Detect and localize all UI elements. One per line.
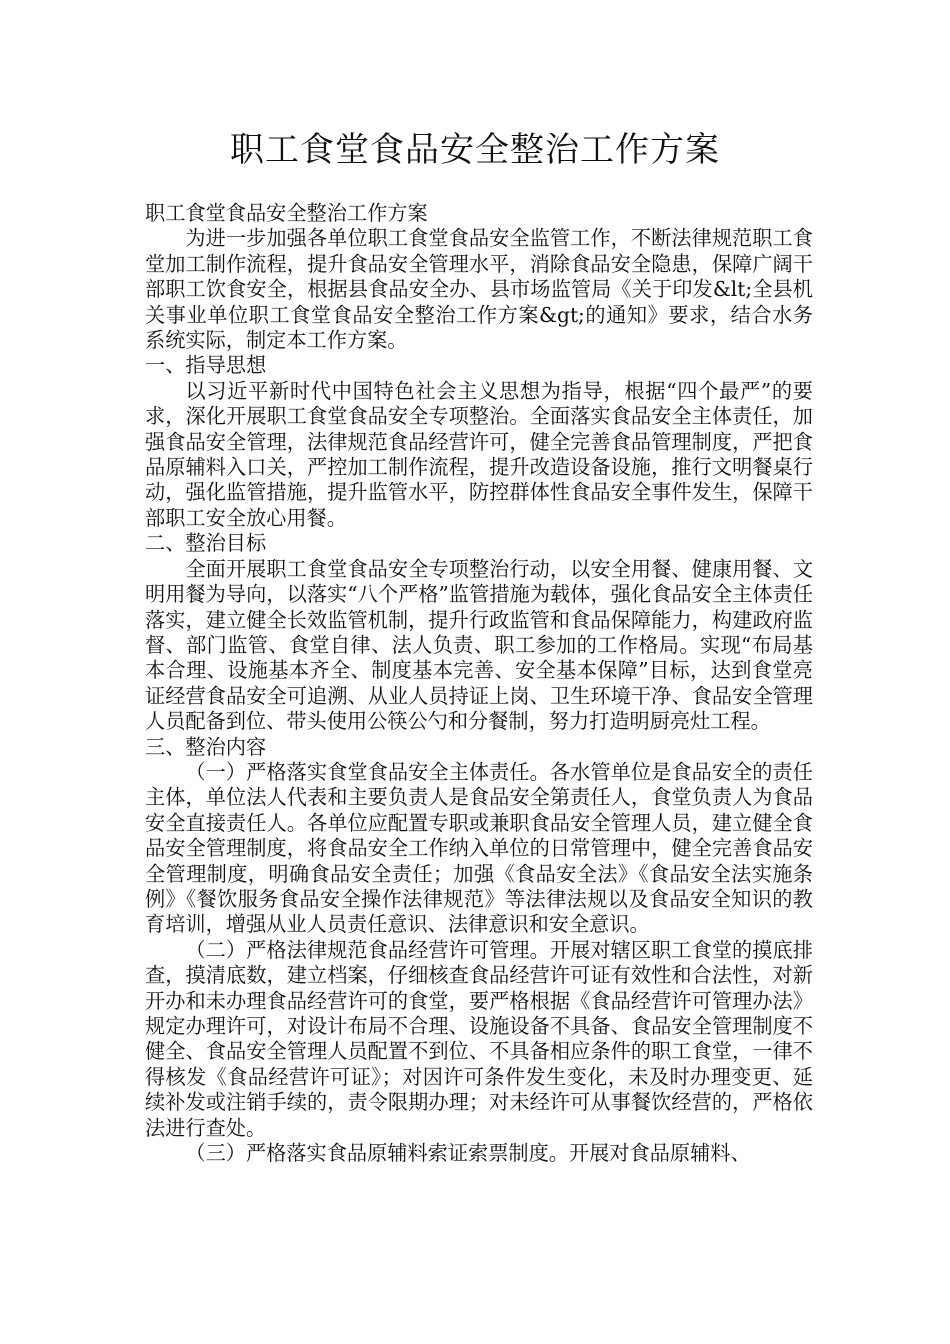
section-heading-guiding-ideology: 一、指导思想	[145, 353, 267, 378]
section-heading-goals: 二、整治目标	[145, 531, 267, 556]
content-item-1: （一）严格落实食堂食品安全主体责任。各水管单位是食品安全的责任主体，单位法人代表和主要负责人是食品安全第责任人，食堂负责人为食品安全直接责任人。各单位应配置专职或兼职食品安全管理人员，建立健全食品安全管理制度，将食品安全工作纳入单位的日常管理中，健全完善食品安全管理制度，明确食品安全责任；加强《食品安全法》《食品安全法实施条例》《餐饮服务食品安全操作法律规范》等法律法规以及食品安全知识的教育培训，增强从业人员责任意识、法律意识和安全意识。	[145, 759, 813, 937]
section-paragraph-goals: 全面开展职工食堂食品安全专项整治行动，以安全用餐、健康用餐、文明用餐为导向，以落实“八个严格”监管措施为载体，强化食品安全主体责任落实，建立健全长效监管机制，提升行政监管和食品保障能力，构建政府监督、部门监管、食堂自律、法人负责、职工参加的工作格局。实现“布局基本合理、设施基本齐全、制度基本完善、安全基本保障”目标，达到食堂亮证经营食品安全可追溯、从业人员持证上岗、卫生环境干净、食品安全管理人员配备到位、带头使用公筷公勺和分餐制，努力打造明厨亮灶工程。	[145, 556, 813, 734]
document-body	[145, 201, 813, 1166]
document-title: 职工食堂食品安全整治工作方案	[230, 130, 720, 170]
section-paragraph-guiding-ideology: 以习近平新时代中国特色社会主义思想为指导，根据“四个最严”的要求，深化开展职工食堂食品安全专项整治。全面落实食品安全主体责任，加强食品安全管理，法律规范食品经营许可，健全完善食品管理制度，严把食品原辅料入口关，严控加工制作流程，提升改造设备设施，推行文明餐桌行动，强化监管措施，提升监管水平，防控群体性食品安全事件发生，保障干部职工安全放心用餐。	[145, 378, 813, 530]
content-item-2: （二）严格法律规范食品经营许可管理。开展对辖区职工食堂的摸底排查，摸清底数，建立档案，仔细核查食品经营许可证有效性和合法性，对新开办和未办理食品经营许可的食堂，要严格根据《食品经营许可管理办法》规定办理许可，对设计布局不合理、设施设备不具备、食品安全管理制度不健全、食品安全管理人员配置不到位、不具备相应条件的职工食堂，一律不得核发《食品经营许可证》；对因许可条件发生变化，未及时办理变更、延续补发或注销手续的，责令限期办理；对未经许可从事餐饮经营的，严格依法进行查处。	[145, 937, 813, 1140]
content-item-3: （三）严格落实食品原辅料索证索票制度。开展对食品原辅料、	[185, 1141, 751, 1166]
section-heading-content: 三、整治内容	[145, 734, 267, 759]
document-subtitle: 职工食堂食品安全整治工作方案	[145, 201, 428, 225]
intro-paragraph: 为进一步加强各单位职工食堂食品安全监管工作，不断法律规范职工食堂加工制作流程，提升食品安全管理水平，消除食品安全隐患，保障广阔干部职工饮食安全，根据县食品安全办、县市场监管局《关于印发&lt;全县机关事业单位职工食堂食品安全整治工作方案&gt;的通知》要求，结合水务系统实际，制定本工作方案。	[145, 226, 814, 353]
